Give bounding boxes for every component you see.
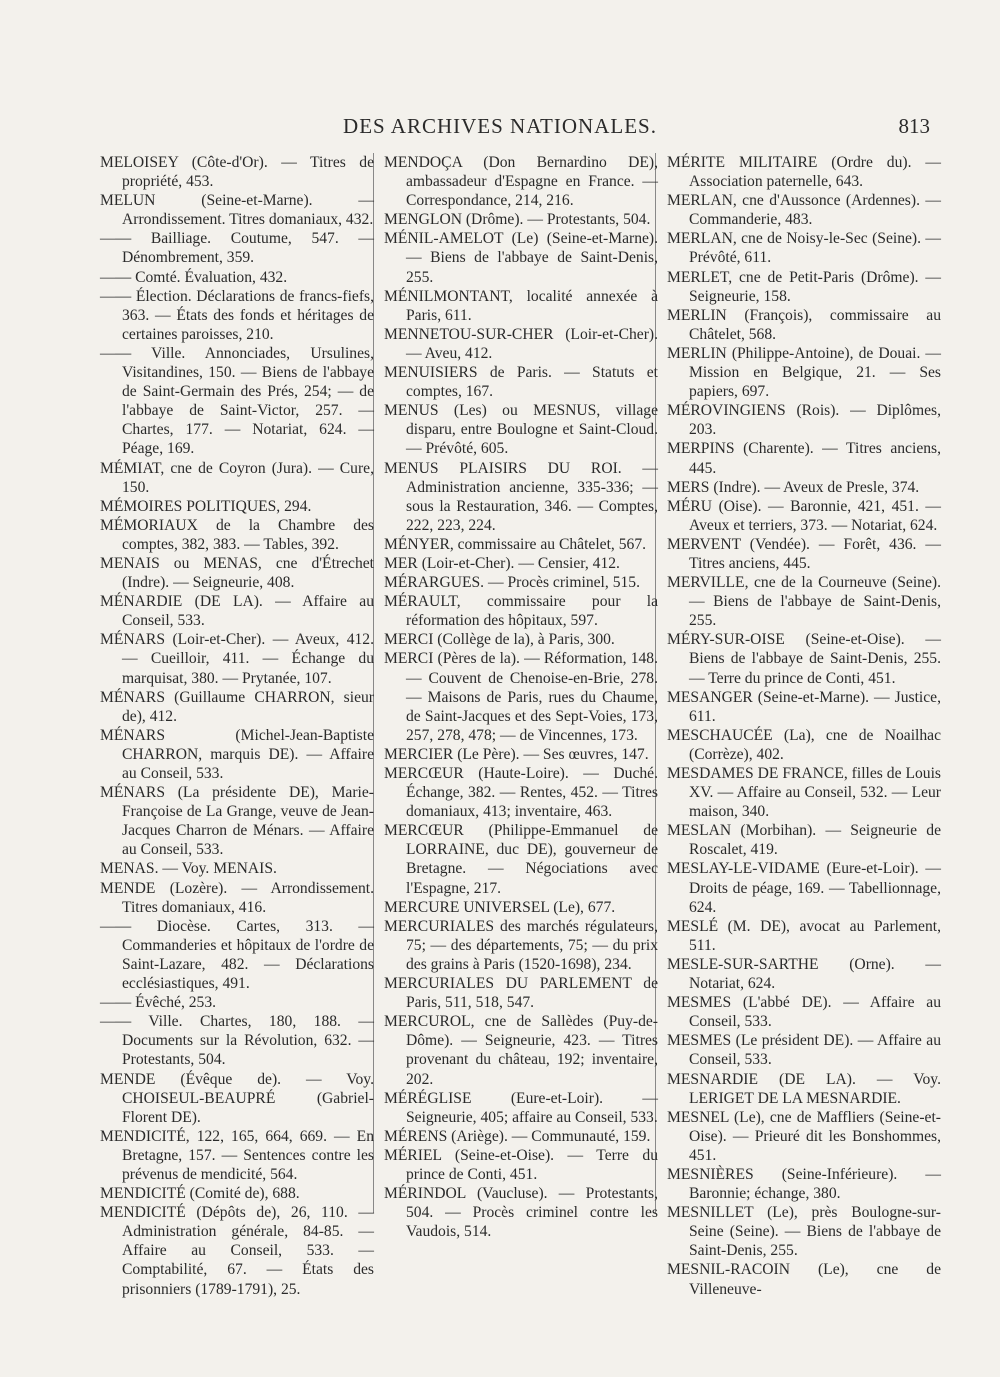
index-entry: MÉNARS (Guillaume CHARRON, sieur de), 412. [100, 688, 374, 725]
index-entry: MER (Loir-et-Cher). — Censier, 412. [384, 554, 620, 572]
index-entry: MERCURE UNIVERSEL (Le), 677. [384, 898, 616, 916]
index-column-2 [384, 153, 658, 1241]
index-entry: MERLIN (François), commissaire au Châtelet, 568. [667, 306, 941, 343]
index-entry: MENDICITÉ, 122, 165, 664, 669. — En Bretagne, 157. — Sentences contre les prévenus de mendicité, 564. [100, 1127, 374, 1183]
index-entry: MÉRÉGLISE (Eure-et-Loir). — Seigneurie, 405; affaire au Conseil, 533. [384, 1089, 658, 1126]
index-entry: MENDICITÉ (Comité de), 688. [100, 1185, 300, 1203]
index-entry: MERS (Indre). — Aveux de Presle, 374. [667, 478, 920, 496]
index-entry: MERCŒUR (Haute-Loire). — Duché. Échange, 382. — Rentes, 452. — Titres domaniaux, 413; inventaire, 463. [384, 765, 658, 821]
index-entry: MÉMOIRES POLITIQUES, 294. [100, 497, 312, 515]
index-entry: MERCŒUR (Philippe-Emmanuel de LORRAINE, duc DE), gouverneur de Bretagne. — Négociations avec l'Espagne, 217. [384, 822, 658, 897]
index-entry: MESLE-SUR-SARTHE (Orne). — Notariat, 624. [667, 955, 941, 993]
index-entry: MESMES (L'abbé DE). — Affaire au Conseil, 533. [667, 994, 941, 1031]
index-entry: MESNEL (Le), cne de Maffliers (Seine-et-Oise). — Prieuré dit les Bonshommes, 451. [667, 1108, 941, 1164]
index-entry: MERVILLE, cne de la Courneuve (Seine). — Biens de l'abbaye de Saint-Denis, 255. [667, 574, 941, 630]
index-entry: —— Élection. Déclarations de francs-fiefs, 363. — États des fonds et héritages de certaines paroisses, 210. [100, 287, 374, 343]
index-entry: MÉNILMONTANT, localité annexée à Paris, 611. [384, 287, 658, 324]
index-entry: MESCHAUCÉE (La), cne de Noailhac (Corrèze), 402. [667, 726, 941, 763]
index-entry: MENDE (Lozère). — Arrondissement. Titres domaniaux, 416. [100, 879, 374, 916]
index-entry: MÉMORIAUX de la Chambre des comptes, 382, 383. — Tables, 392. [100, 516, 374, 553]
index-entry: MÉRINDOL (Vaucluse). — Protestants, 504. — Procès criminel contre les Vaudois, 514. [384, 1185, 658, 1241]
index-column-3 [667, 153, 941, 1299]
index-entry: MESANGER (Seine-et-Marne). — Justice, 611. [667, 688, 941, 725]
index-entry: MESNILLET (Le), près Boulogne-sur-Seine (Seine). — Biens de l'abbaye de Saint-Denis, 255. [667, 1204, 941, 1260]
index-entry: MÉNARS (La présidente DE), Marie-Françoise de La Grange, veuve de Jean-Jacques Charron de Ménars. — Affaire au Conseil, 533. [100, 784, 374, 859]
index-entry: MÉRENS (Ariège). — Communauté, 159. [384, 1127, 651, 1145]
index-entry: MERLAN, cne de Noisy-le-Sec (Seine). — Prévôté, 611. [667, 230, 941, 267]
index-entry: MESLAN (Morbihan). — Seigneurie de Roscalet, 419. [667, 822, 941, 859]
index-entry: MERPINS (Charente). — Titres anciens, 445. [667, 440, 941, 477]
index-entry: MERLIN (Philippe-Antoine), de Douai. — Mission en Belgique, 21. — Ses papiers, 697. [667, 344, 941, 401]
index-entry: MERCI (Pères de la). — Réformation, 148. — Couvent de Chenoise-en-Brie, 278. — Maisons de Paris, rues du Chaume, de Saint-Jacques et des Sept-Voies, 173, 257, 278, 478; — de Vincennes, 173. [384, 650, 658, 744]
index-entry: MENUS PLAISIRS DU ROI. — Administration ancienne, 335-336; — sous la Restauration, 346. — Comptes, 222, 223, 224. [384, 459, 658, 534]
index-entry: MERCIER (Le Père). — Ses œuvres, 147. [384, 745, 649, 763]
index-entry: MERVENT (Vendée). — Forêt, 436. — Titres anciens, 445. [667, 535, 941, 572]
index-entry: MÉNIL-AMELOT (Le) (Seine-et-Marne). — Biens de l'abbaye de Saint-Denis, 255. [384, 230, 658, 286]
index-entry: —— Ville. Chartes, 180, 188. — Documents sur la Révolution, 632. — Protestants, 504. [100, 1013, 374, 1069]
index-entry: MESMES (Le président DE). — Affaire au Conseil, 533. [667, 1032, 941, 1069]
index-entry: MENDOÇA (Don Bernardino DE), ambassadeur d'Espagne en France. — Correspondance, 214, 216. [384, 154, 658, 210]
index-entry: MERCI (Collège de la), à Paris, 300. [384, 631, 615, 649]
index-entry: MELUN (Seine-et-Marne). — Arrondissement. Titres domaniaux, 432. [100, 192, 374, 229]
index-entry: MÉROVINGIENS (Rois). — Diplômes, 203. [667, 402, 941, 439]
index-entry: MERLET, cne de Petit-Paris (Drôme). — Seigneurie, 158. [667, 268, 941, 305]
index-entry: MENDICITÉ (Dépôts de), 26, 110. — Administration générale, 84-85. — Affaire au Conseil, 533. — Comptabilité, 67. — États des prisonniers (1789-1791), 25. [100, 1204, 374, 1298]
index-entry: MENNETOU-SUR-CHER (Loir-et-Cher). — Aveu, 412. [384, 325, 658, 362]
index-entry: MÉNARDIE (DE LA). — Affaire au Conseil, 533. [100, 593, 374, 630]
index-entry: MENGLON (Drôme). — Protestants, 504. [384, 211, 651, 229]
index-entry: MESNIÈRES (Seine-Inférieure). — Baronnie; échange, 380. [667, 1165, 941, 1203]
index-entry: MÉRAULT, commissaire pour la réformation des hôpitaux, 597. [384, 593, 658, 630]
running-header: DES ARCHIVES NATIONALES. [343, 114, 657, 138]
index-entry: MÉRY-SUR-OISE (Seine-et-Oise). — Biens de l'abbaye de Saint-Denis, 255. — Terre du prince de Conti, 451. [667, 631, 941, 687]
index-entry: MÉRU (Oise). — Baronnie, 421, 451. — Aveux et terriers, 373. — Notariat, 624. [667, 497, 941, 534]
index-entry: MERCUROL, cne de Sallèdes (Puy-de-Dôme). — Seigneurie, 423. — Titres provenant du château, 192; inventaire, 202. [384, 1013, 658, 1088]
index-entry: MERCURIALES des marchés régulateurs, 75; — des départements, 75; — du prix des grains à Paris (1520-1698), 234. [384, 917, 658, 973]
index-entry: MESLAY-LE-VIDAME (Eure-et-Loir). — Droits de péage, 169. — Tabellionnage, 624. [667, 860, 941, 916]
index-entry: MESDAMES DE FRANCE, filles de Louis XV. — Affaire au Conseil, 532. — Leur maison, 340. [667, 765, 941, 821]
index-entry: MENUISIERS de Paris. — Statuts et comptes, 167. [384, 364, 658, 401]
index-entry: MÉNARS (Loir-et-Cher). — Aveux, 412. — Cueilloir, 411. — Échange du marquisat, 380. — Prytanée, 107. [100, 631, 374, 687]
index-entry: MESNARDIE (DE LA). — Voy. LERIGET DE LA MESNARDIE. [667, 1070, 941, 1107]
index-entry: MÉRARGUES. — Procès criminel, 515. [384, 574, 640, 592]
index-entry: MESLÉ (M. DE), avocat au Parlement, 511. [667, 917, 941, 954]
index-entry: MERCURIALES DU PARLEMENT de Paris, 511, 518, 547. [384, 975, 658, 1012]
index-entry: MENDE (Évêque de). — Voy. CHOISEUL-BEAUPRÉ (Gabriel-Florent DE). [100, 1070, 374, 1126]
page-number: 813 [898, 114, 930, 138]
index-entry: MÉRITE MILITAIRE (Ordre du). — Association paternelle, 643. [667, 154, 941, 191]
index-entry: —— Bailliage. Coutume, 547. — Dénombrement, 359. [100, 230, 374, 267]
index-entry: MESNIL-RACOIN (Le), cne de Villeneuve- [667, 1261, 941, 1298]
index-entry: MENAIS ou MENAS, cne d'Étrechet (Indre). — Seigneurie, 408. [100, 554, 374, 592]
index-column-1 [100, 153, 374, 1299]
index-entry: MERLAN, cne d'Aussonce (Ardennes). — Commanderie, 483. [667, 192, 941, 229]
index-entry: MENAS. — Voy. MENAIS. [100, 860, 277, 878]
index-entry: MENUS (Les) ou MESNUS, village disparu, entre Boulogne et Saint-Cloud. — Prévôté, 605. [384, 402, 658, 458]
index-entry: MÉRIEL (Seine-et-Oise). — Terre du prince de Conti, 451. [384, 1146, 658, 1183]
index-entry: —— Ville. Annonciades, Ursulines, Visitandines, 150. — Biens de l'abbaye de Saint-Germain des Prés, 254; — de l'abbaye de Saint-Victor, 257. — Chartes, 177. — Notariat, 624. — Péage, 169. [100, 344, 374, 458]
index-entry: —— Diocèse. Cartes, 313. — Commanderies et hôpitaux de l'ordre de Saint-Lazare, 482. — Déclarations ecclésiastiques, 491. [100, 917, 374, 993]
index-entry: MÉMIAT, cne de Coyron (Jura). — Cure, 150. [100, 459, 374, 496]
index-entry: MELOISEY (Côte-d'Or). — Titres de propriété, 453. [100, 154, 374, 191]
index-entry: —— Évêché, 253. [100, 994, 217, 1012]
index-entry: MÉNARS (Michel-Jean-Baptiste CHARRON, marquis DE). — Affaire au Conseil, 533. [100, 726, 374, 782]
index-entry: —— Comté. Évaluation, 432. [100, 268, 288, 286]
index-entry: MÉNYER, commissaire au Châtelet, 567. [384, 535, 647, 553]
